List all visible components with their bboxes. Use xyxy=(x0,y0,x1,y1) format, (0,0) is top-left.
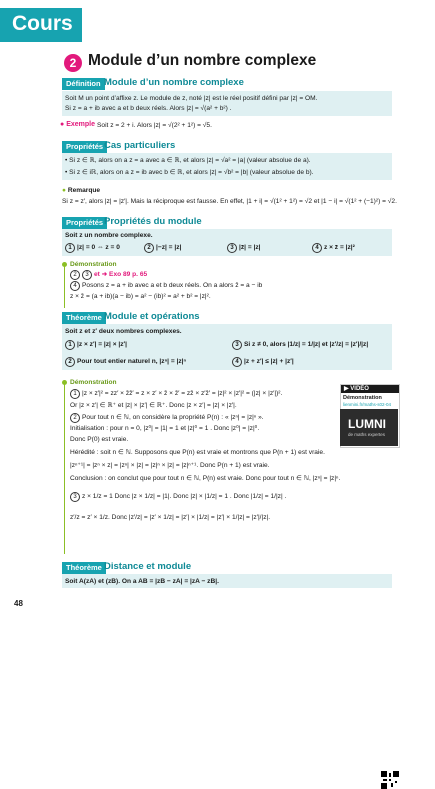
property-item-4: 4 z × z̄ = |z|² xyxy=(312,243,355,253)
demo-2-line-10: z′/z = z′ × 1/z. Donc |z′/z| = |z′ × 1/z| = |z′| × |1/z| = |z′| × 1/|z| = |z′|/|z|. xyxy=(70,514,271,521)
demo-1-dot xyxy=(62,262,67,267)
lumni-logo xyxy=(340,409,398,446)
properties-title-1: Cas particuliers xyxy=(104,140,176,151)
demo-1-label: Démonstration xyxy=(70,261,117,268)
video-title: Démonstration xyxy=(343,395,382,401)
theorem-tag-2: Théorème xyxy=(62,562,106,574)
demo-2-line-3: 2 Pour tout n ∈ ℕ, on considère la propriété P(n) : « |zⁿ| = |z|ⁿ ». xyxy=(70,413,264,423)
theorem-item-4: 4 |z + z′| ≤ |z| + |z′| xyxy=(232,357,294,367)
theorem-title-1: Module et opérations xyxy=(104,311,200,322)
properties-line-2: • Si z ∈ iℝ, alors on a z = ib avec b ∈ ℝ, et alors |z| = √b² = |b| (valeur absolue de b). xyxy=(65,169,314,176)
properties-box-1 xyxy=(62,153,392,180)
properties-title-2: Propriétés du module xyxy=(104,216,202,227)
section-title: Module d’un nombre complexe xyxy=(88,52,317,69)
qr-code-icon xyxy=(381,771,399,789)
example-text: Soit z = 2 + i. Alors |z| = √(2² + 1²) = √5. xyxy=(97,122,212,129)
properties-intro: Soit z un nombre complexe. xyxy=(65,232,153,239)
properties-tag-2: Propriétés xyxy=(62,217,107,229)
banner-label: Cours xyxy=(12,12,73,35)
properties-line-1: • Si z ∈ ℝ, alors on a z = a avec a ∈ ℝ, et alors |z| = √a² = |a| (valeur absolue de a). xyxy=(65,157,311,164)
video-label: ▶ VIDÉO xyxy=(341,385,399,393)
properties-tag-1: Propriétés xyxy=(62,141,107,153)
properties-box-2 xyxy=(62,229,392,256)
demo-2-line-9: 3 z × 1/z = 1 Donc |z × 1/z| = |1|. Donc |z| × |1/z| = 1 . Donc |1/z| = 1/|z| . xyxy=(70,492,286,502)
video-url[interactable]: lienmini.fr/maths-s02-04 xyxy=(343,402,392,407)
demo-1-line-2: 4 Posons z = a + ib avec a et b deux réels. On a alors z̄ = a − ib xyxy=(70,281,262,291)
section-number: 2 xyxy=(64,54,82,72)
theorem-item-3: 3 Si z ≠ 0, alors |1/z| = 1/|z| et |z′/z| = |z′|/|z| xyxy=(232,340,368,350)
demo-2-line-8: Conclusion : on conclut que pour tout n ∈ ℕ, P(n) est vraie. Donc pour tout n ∈ ℕ, |zⁿ| = |z|ⁿ. xyxy=(70,475,341,482)
demo-1-line-3: z × z̄ = (a + ib)(a − ib) = a² − (ib)² = a² + b² = |z|². xyxy=(70,293,211,300)
property-item-1: 1 |z| = 0 ⇔ z = 0 xyxy=(65,243,120,253)
theorem-box-2 xyxy=(62,574,392,588)
demo-1-rule xyxy=(64,266,65,308)
theorem-box-1 xyxy=(62,324,392,370)
demo-2-line-2: Or |z × z′| ∈ ℝ⁺ et |z| × |z′| ∈ ℝ⁺. Donc |z × z′| = |z| × |z′|. xyxy=(70,402,237,409)
remark-label: ● Remarque xyxy=(62,187,101,194)
theorem-title-2: Distance et module xyxy=(104,561,192,572)
example-label: ● Exemple xyxy=(60,121,95,128)
demo-2-line-6: Hérédité : soit n ∈ ℕ. Supposons que P(n) est vraie et montrons que P(n + 1) est vraie. xyxy=(70,449,325,456)
chapter-banner xyxy=(0,8,82,42)
theorem-tag-1: Théorème xyxy=(62,312,106,324)
demo-2-rule xyxy=(64,384,65,554)
theorem-item-1: 1 |z × z′| = |z| × |z′| xyxy=(65,340,127,350)
demo-2-line-7: |zⁿ⁺¹| = |zⁿ × z| = |zⁿ| × |z| = |z|ⁿ × |z| = |z|ⁿ⁺¹. Donc P(n + 1) est vraie. xyxy=(70,462,270,469)
demo-1-line-1: 2 3 et ➜ Exo 89 p. 65 xyxy=(70,270,147,280)
page-number: 48 xyxy=(14,599,23,608)
theorem-2-text: Soit A(zA) et (zB). On a AB = |zB − zA| = |zA − zB|. xyxy=(65,578,219,585)
remark-text: Si z = z′, alors |z| = |z′|. Mais la réciproque est fausse. En effet, |1 + i| = √(1² + 1²) = √2 et |1 − i| = √(1² + (−1)²) = √2. xyxy=(62,198,397,205)
theorem-intro: Soit z et z′ deux nombres complexes. xyxy=(65,328,182,335)
definition-title: Module d’un nombre complexe xyxy=(104,77,244,88)
lumni-sub: de maths expertes xyxy=(348,432,386,437)
demo-2-dot xyxy=(62,380,67,385)
property-item-2: 2 |−z| = |z| xyxy=(144,243,181,253)
demo-2-line-1: 1 |z × z′|² = zz′ × z̄z̄′ = z × z′ × z̄ × z̄′ = zz̄ × z′z̄′ = |z|² × |z′|² = (|z| × |z′|)². xyxy=(70,389,282,399)
demo-2-line-5: Donc P(0) est vraie. xyxy=(70,436,129,443)
demo-2-label: Démonstration xyxy=(70,379,117,386)
property-item-3: 3 |z̄| = |z| xyxy=(227,243,261,253)
definition-tag: Définition xyxy=(62,78,105,90)
demo-2-line-4: Initialisation : pour n = 0, |z⁰| = |1| = 1 et |z|⁰ = 1 . Donc |z⁰| = |z|⁰. xyxy=(70,425,260,432)
theorem-item-2: 2 Pour tout entier naturel n, |zⁿ| = |z|ⁿ xyxy=(65,357,186,367)
definition-line-2: Si z = a + ib avec a et b deux réels. Alors |z| = √(a² + b²) . xyxy=(65,105,232,112)
definition-line-1: Soit M un point d’affixe z. Le module de z, noté |z| est le réel positif défini par |z| = OM. xyxy=(65,95,318,102)
definition-box xyxy=(62,91,392,116)
lumni-brand: LUMNI xyxy=(348,417,386,431)
